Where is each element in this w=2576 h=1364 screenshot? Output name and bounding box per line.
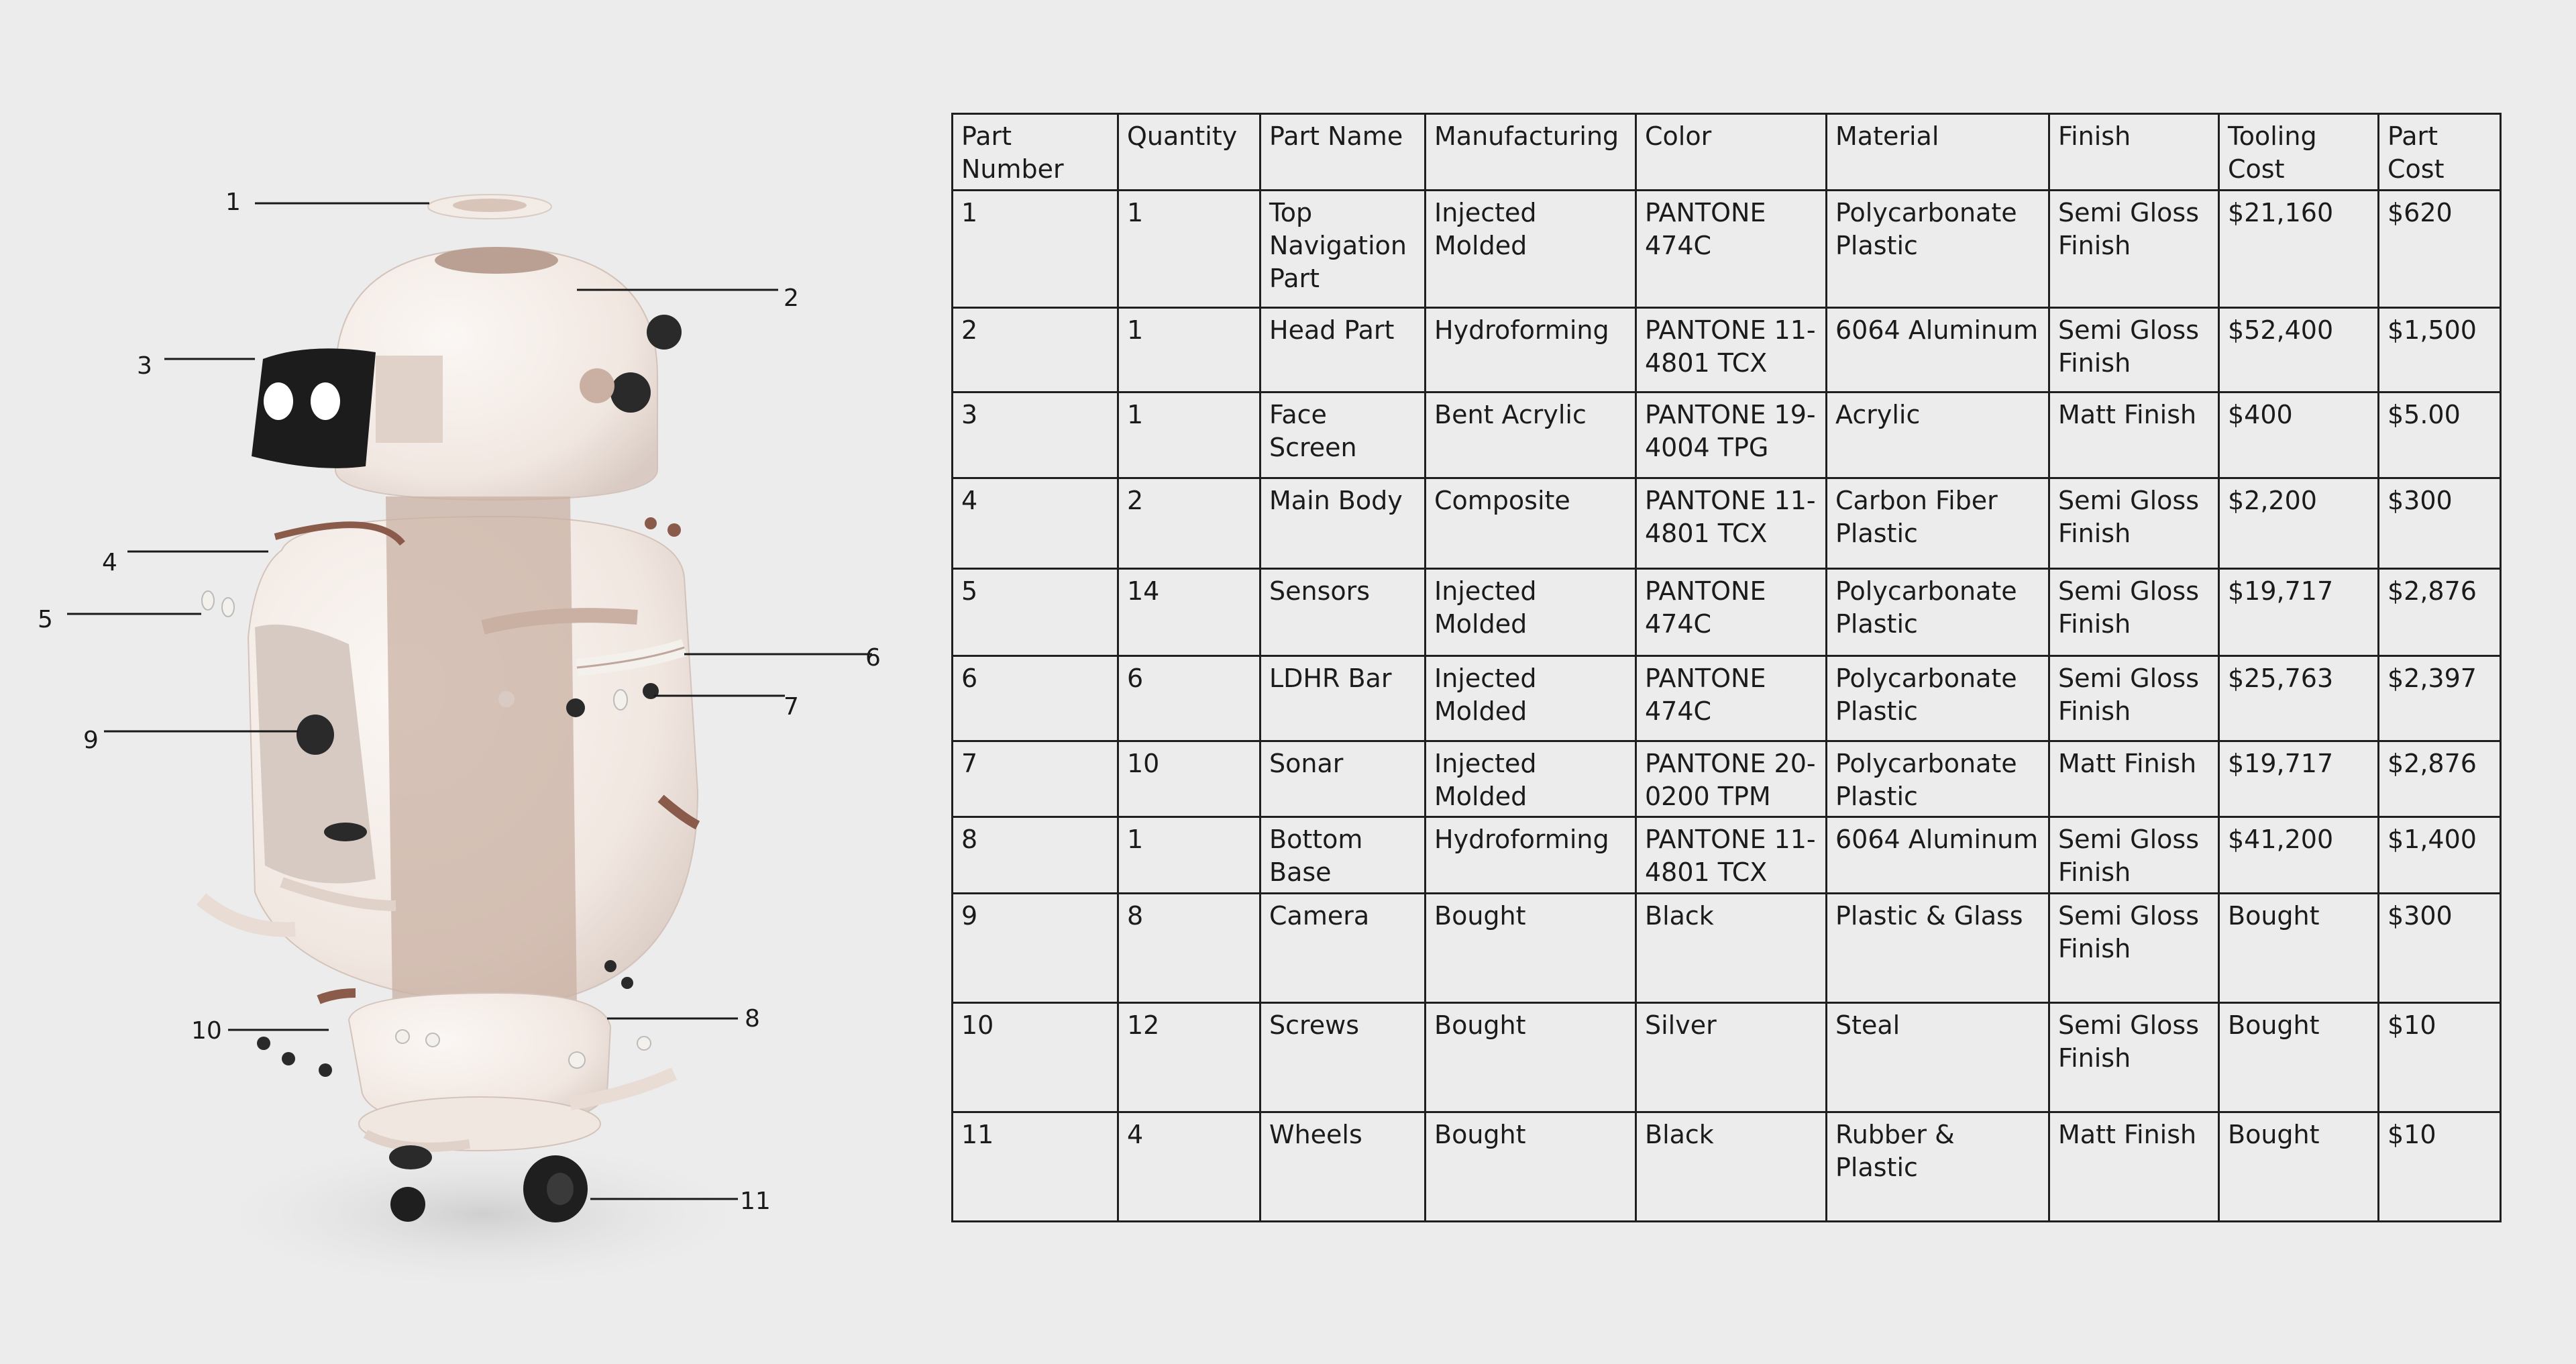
table-cell: Screws [1260, 1003, 1426, 1112]
table-cell: Bought [2219, 1112, 2379, 1222]
table-cell: 4 [953, 478, 1118, 569]
table-cell: 4 [1118, 1112, 1260, 1222]
table-cell: 6064 Aluminum [1827, 817, 2049, 894]
table-cell: $300 [2379, 478, 2501, 569]
table-cell: $10 [2379, 1003, 2501, 1112]
table-cell: $21,160 [2219, 191, 2379, 308]
table-row [953, 817, 2501, 894]
head-camera-icon [610, 372, 651, 413]
table-cell: Steal [1827, 1003, 2049, 1112]
table-cell: Matt Finish [2049, 741, 2219, 817]
table-cell: 1 [1118, 817, 1260, 894]
right-eye-icon [311, 382, 340, 420]
table-cell: PANTONE 11-4801 TCX [1636, 478, 1827, 569]
sensor-icon [222, 598, 234, 617]
table-cell: Polycarbonate Plastic [1827, 191, 2049, 308]
table-cell: Semi Gloss Finish [2049, 817, 2219, 894]
table-cell: Semi Gloss Finish [2049, 1003, 2219, 1112]
sonar-icon [566, 698, 585, 717]
table-cell: 11 [953, 1112, 1118, 1222]
table-cell: $41,200 [2219, 817, 2379, 894]
table-cell: Bottom Base [1260, 817, 1426, 894]
column-header: Part Name [1260, 114, 1426, 191]
table-cell: Semi Gloss Finish [2049, 478, 2219, 569]
table-cell: Semi Gloss Finish [2049, 308, 2219, 392]
wheel-icon [390, 1187, 425, 1222]
column-header: Manufacturing [1426, 114, 1636, 191]
table-cell: $5.00 [2379, 392, 2501, 478]
table-cell: Polycarbonate Plastic [1827, 569, 2049, 656]
table-cell: PANTONE 474C [1636, 191, 1827, 308]
table-cell: Bought [2219, 894, 2379, 1003]
table-cell: $300 [2379, 894, 2501, 1003]
sensor-icon [614, 690, 627, 710]
table-cell: Head Part [1260, 308, 1426, 392]
table-cell: $25,763 [2219, 656, 2379, 741]
table-cell: 12 [1118, 1003, 1260, 1112]
head-sonar-icon [647, 315, 682, 350]
table-cell: 14 [1118, 569, 1260, 656]
table-cell: PANTONE 19-4004 TPG [1636, 392, 1827, 478]
table-cell: 10 [1118, 741, 1260, 817]
table-cell: $2,200 [2219, 478, 2379, 569]
table-cell: Bought [2219, 1003, 2379, 1112]
table-cell: 3 [953, 392, 1118, 478]
table-cell: $19,717 [2219, 569, 2379, 656]
table-cell: Bought [1426, 1003, 1636, 1112]
table-cell: Matt Finish [2049, 1112, 2219, 1222]
table-cell: 6064 Aluminum [1827, 308, 2049, 392]
column-header: Part Number [953, 114, 1118, 191]
table-cell: 1 [1118, 308, 1260, 392]
table-header-row [953, 114, 2501, 191]
column-header: Color [1636, 114, 1827, 191]
table-cell: $2,876 [2379, 741, 2501, 817]
table-cell: 2 [1118, 478, 1260, 569]
table-cell: Semi Gloss Finish [2049, 656, 2219, 741]
table-cell: PANTONE 474C [1636, 569, 1827, 656]
callout-6: 6 [865, 644, 881, 672]
table-cell: 1 [1118, 191, 1260, 308]
table-cell: Polycarbonate Plastic [1827, 741, 2049, 817]
callout-4: 4 [102, 549, 117, 576]
table-cell: Injected Molded [1426, 569, 1636, 656]
table-row [953, 894, 2501, 1003]
robot-exploded-view [0, 0, 939, 1364]
table-cell: Camera [1260, 894, 1426, 1003]
screw-icon [319, 1063, 332, 1077]
table-cell: Semi Gloss Finish [2049, 191, 2219, 308]
bill-of-materials-table [951, 113, 2502, 1222]
table-cell: Injected Molded [1426, 656, 1636, 741]
table-cell: Bought [1426, 894, 1636, 1003]
screw-icon [257, 1037, 270, 1050]
column-header: Quantity [1118, 114, 1260, 191]
table-cell: Hydroforming [1426, 308, 1636, 392]
table-cell: Hydroforming [1426, 817, 1636, 894]
table-cell: $400 [2219, 392, 2379, 478]
column-header: Material [1827, 114, 2049, 191]
table-cell: 2 [953, 308, 1118, 392]
callout-7: 7 [784, 693, 799, 721]
table-cell: Acrylic [1827, 392, 2049, 478]
table-cell: PANTONE 11-4801 TCX [1636, 817, 1827, 894]
table-cell: Black [1636, 1112, 1827, 1222]
table-cell: Composite [1426, 478, 1636, 569]
table-cell: $2,397 [2379, 656, 2501, 741]
table-cell: 6 [1118, 656, 1260, 741]
table-cell: 7 [953, 741, 1118, 817]
table-cell: 8 [1118, 894, 1260, 1003]
callout-3: 3 [137, 352, 152, 380]
table-cell: $52,400 [2219, 308, 2379, 392]
table-cell: Plastic & Glass [1827, 894, 2049, 1003]
main-body-inner-band [386, 496, 577, 1006]
table-cell: PANTONE 20-0200 TPM [1636, 741, 1827, 817]
table-cell: Main Body [1260, 478, 1426, 569]
table-cell: $2,876 [2379, 569, 2501, 656]
callout-2: 2 [784, 284, 799, 312]
table-cell: 1 [953, 191, 1118, 308]
table-row [953, 569, 2501, 656]
table-row [953, 392, 2501, 478]
table-cell: Silver [1636, 1003, 1827, 1112]
table-cell: Face Screen [1260, 392, 1426, 478]
table-cell: 10 [953, 1003, 1118, 1112]
table-cell: 8 [953, 817, 1118, 894]
column-header: Part Cost [2379, 114, 2501, 191]
table-row [953, 656, 2501, 741]
table-cell: Semi Gloss Finish [2049, 569, 2219, 656]
table-cell: Carbon Fiber Plastic [1827, 478, 2049, 569]
table-row [953, 191, 2501, 308]
table-cell: Injected Molded [1426, 741, 1636, 817]
callout-10: 10 [191, 1017, 222, 1045]
sensor-icon [202, 591, 214, 610]
inner-camera-icon [297, 715, 334, 755]
callout-11: 11 [740, 1188, 771, 1215]
table-row [953, 478, 2501, 569]
table-cell: Bent Acrylic [1426, 392, 1636, 478]
column-header: Finish [2049, 114, 2219, 191]
left-eye-icon [264, 382, 293, 420]
table-cell: Black [1636, 894, 1827, 1003]
callout-5: 5 [38, 606, 53, 633]
wheel-icon [389, 1145, 432, 1169]
head-opening [376, 356, 443, 443]
table-cell: Wheels [1260, 1112, 1426, 1222]
table-row [953, 1112, 2501, 1222]
table-cell: PANTONE 474C [1636, 656, 1827, 741]
table-cell: Injected Molded [1426, 191, 1636, 308]
floor-shadow [195, 1134, 771, 1295]
table-cell: Bought [1426, 1112, 1636, 1222]
table-cell: $1,500 [2379, 308, 2501, 392]
callout-8: 8 [745, 1005, 760, 1033]
table-cell: Sensors [1260, 569, 1426, 656]
table-cell: Top Navigation Part [1260, 191, 1426, 308]
table-cell: 9 [953, 894, 1118, 1003]
table-cell: LDHR Bar [1260, 656, 1426, 741]
table-cell: $1,400 [2379, 817, 2501, 894]
table-cell: Sonar [1260, 741, 1426, 817]
table-cell: Matt Finish [2049, 392, 2219, 478]
table-cell: Semi Gloss Finish [2049, 894, 2219, 1003]
table-cell: $10 [2379, 1112, 2501, 1222]
callout-1: 1 [225, 189, 241, 216]
table-cell: 6 [953, 656, 1118, 741]
table-cell: 1 [1118, 392, 1260, 478]
table-cell: Polycarbonate Plastic [1827, 656, 2049, 741]
callout-9: 9 [83, 727, 99, 754]
table-cell: $19,717 [2219, 741, 2379, 817]
table-cell: $620 [2379, 191, 2501, 308]
table-row [953, 1003, 2501, 1112]
table-cell: PANTONE 11-4801 TCX [1636, 308, 1827, 392]
table-row [953, 741, 2501, 817]
table-cell: 5 [953, 569, 1118, 656]
table-cell: Rubber & Plastic [1827, 1112, 2049, 1222]
table-row [953, 308, 2501, 392]
column-header: Tooling Cost [2219, 114, 2379, 191]
screw-icon [282, 1052, 295, 1065]
